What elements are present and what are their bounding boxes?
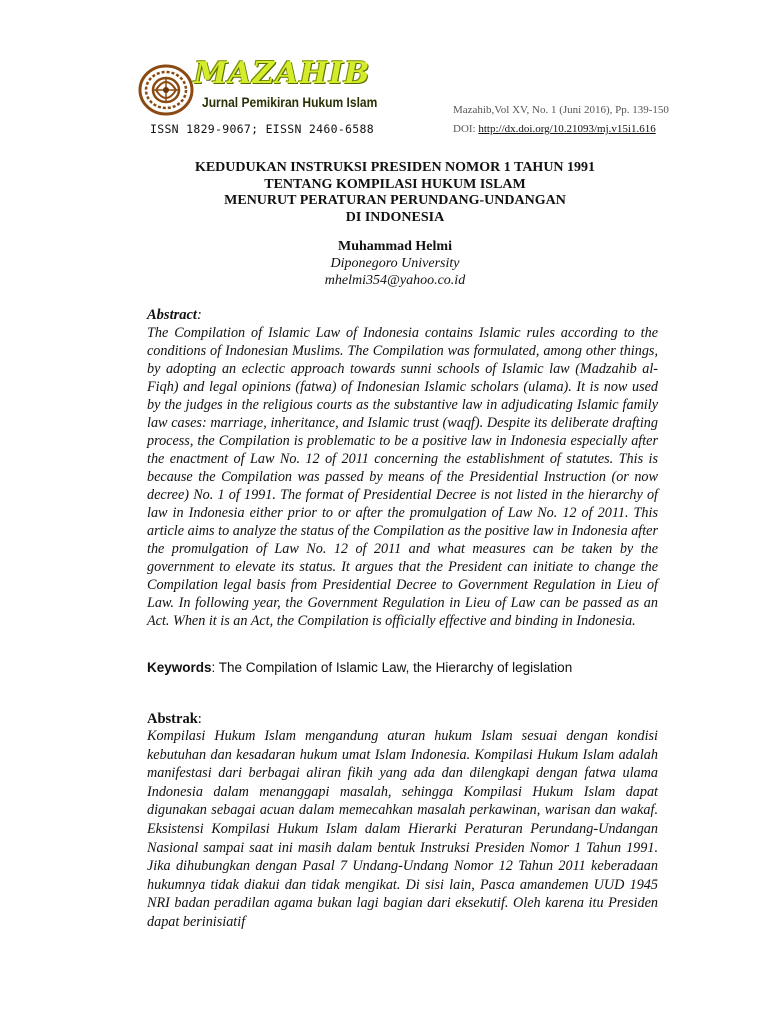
abstrak-text: Kompilasi Hukum Islam mengandung aturan hukum Islam sesuai dengan kondisi kebutuhan dan kesadaran hukum umat Islam Indonesia. Kompilasi Hukum Islam adalah manifestasi dari berbagai aliran fikih yang ada dan dilengkapi dengan fatwa ulama Indonesia dalam menanggapi masalah, sehingga Kompilasi Hukum Islam dapat digunakan sebagai acuan dalam memecahkan masalah perkawinan, warisan dan wakaf. Eksistensi Kompilasi Hukum Islam dalam Hierarki Peraturan Perundang-Undangan Nasional sampai saat ini masih dalam bentuk Instruksi Presiden Nomor 1 Tahun 1991. Jika dihubungkan dengan Pasal 7 Undang-Undang Nomor 12 Tahun 2011 keberadaan hukumnya tidak diakui dan tidak mengikat. Di sisi lain, Pasca amandemen UUD 1945 NRI badan peradilan agama bukan lagi bagian dari eksekutif. Oleh karena itu Presiden dapat berinisiatif bbox=[147, 728, 658, 930]
doi-line bbox=[453, 123, 656, 135]
journal-header bbox=[0, 0, 768, 150]
abstrak-heading-colon: : bbox=[197, 711, 202, 727]
keywords-text: : The Compilation of Islamic Law, the Hierarchy of legislation bbox=[211, 660, 573, 675]
logo-title: MAZAHIB bbox=[194, 56, 371, 91]
abstract-heading-colon: : bbox=[196, 307, 202, 323]
doi-link[interactable]: http://dx.doi.org/10.21093/mj.v15i1.616 bbox=[478, 123, 656, 135]
volume-info: Mazahib,Vol XV, No. 1 (Juni 2016), Pp. 139-150 bbox=[453, 104, 669, 116]
abstract-heading-text: Abstract bbox=[147, 307, 197, 323]
doi-label: DOI: bbox=[453, 123, 479, 135]
author-affiliation: Diponegoro University bbox=[330, 256, 460, 271]
paper-title bbox=[140, 160, 650, 226]
title-line-3: MENURUT PERATURAN PERUNDANG-UNDANGAN bbox=[224, 193, 566, 208]
title-line-2: TENTANG KOMPILASI HUKUM ISLAM bbox=[264, 176, 526, 192]
issn-line: ISSN 1829-9067; EISSN 2460-6588 bbox=[150, 122, 374, 136]
author-name: Muhammad Helmi bbox=[338, 239, 452, 254]
title-line-1: KEDUDUKAN INSTRUKSI PRESIDEN NOMOR 1 TAHUN 1991 bbox=[194, 160, 596, 175]
ornamental-seal-icon bbox=[138, 64, 196, 116]
abstrak-heading-text: Abstrak bbox=[147, 711, 198, 727]
author-email: mhelmi354@yahoo.co.id bbox=[324, 273, 466, 288]
journal-logo bbox=[138, 56, 378, 116]
author-block bbox=[140, 238, 650, 289]
title-line-4: DI INDONESIA bbox=[345, 209, 445, 225]
keywords-line bbox=[147, 660, 662, 675]
abstrak-heading bbox=[147, 711, 202, 728]
keywords-label: Keywords bbox=[147, 660, 212, 675]
abstract-heading bbox=[147, 307, 202, 324]
abstract-text: The Compilation of Islamic Law of Indonesia contains Islamic rules according to the conditions of Indonesian Muslims. The Compilation was formulated, among other things, by adopting an eclectic approach towards sunni schools of Islamic law (Madzahib al-Fiqh) and legal opinions (fatwa) of Indonesian Islamic scholars (ulama). It is now used by the judges in the religious courts as the substantive law in adjudicating Islamic family law cases: marriage, inheritance, and Islamic trust (waqf). Despite its deliberate drafting process, the Compilation is problematic to be a positive law in Indonesia especially after the enactment of Law No. 12 of 2011 concerning the establishment of statutes. This is because the Compilation was passed by means of the Presidential Instruction (or now decree) No. 1 of 1991. The format of Presidential Decree is not listed in the hierarchy of law in Indonesia either prior to or after the promulgation of Law No. 12 of 2011. This article aims to analyze the status of the Compilation as the positive law in Indonesia after the promulgation of Law No. 12 of 2011 and what measures can be taken by the government to elevate its status. It argues that the President can initiate to change the Compilation legal basis from Presidential Decree to Government Regulation in Lieu of Law. In following year, the Government Regulation in Lieu of Law can be passed as an Act. When it is an Act, the Compilation is officially effective and binding in Indonesia. bbox=[147, 325, 658, 629]
logo-subtitle: Jurnal Pemikiran Hukum Islam bbox=[202, 94, 378, 110]
